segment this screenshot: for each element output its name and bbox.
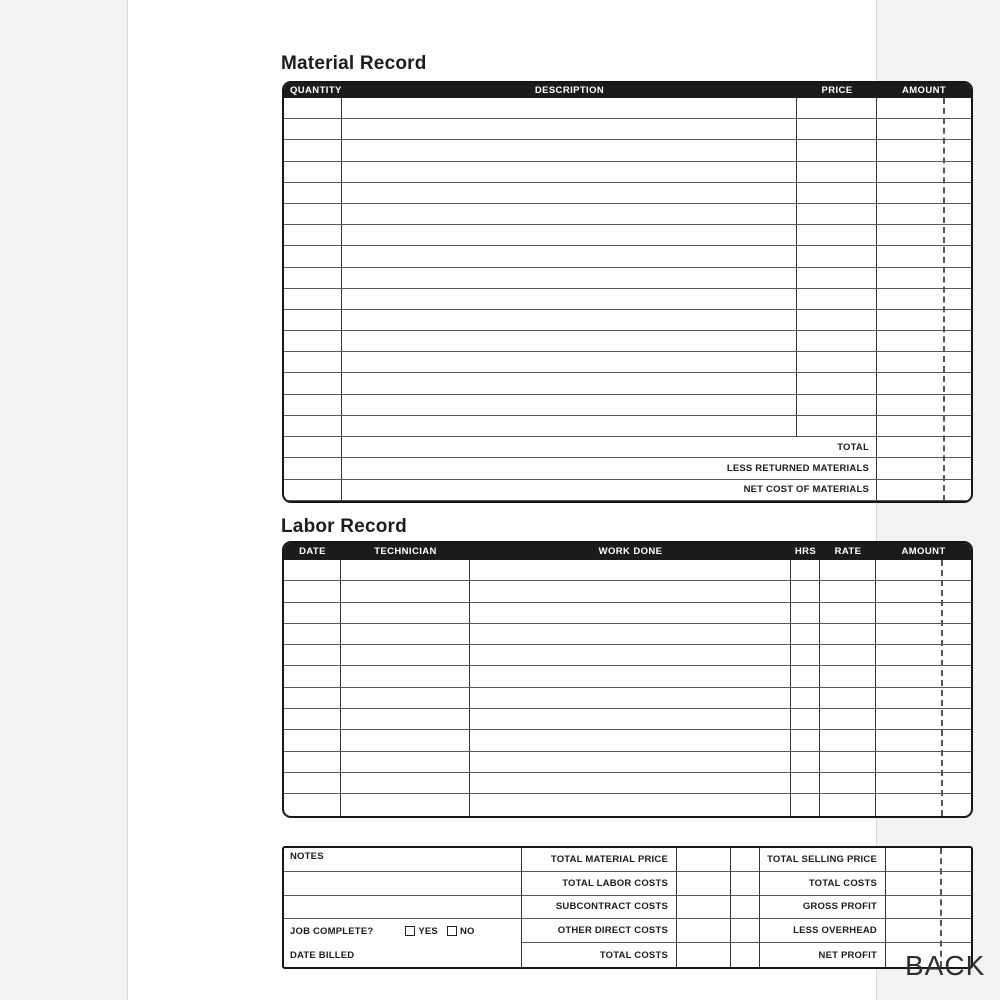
material-less-returned-amount-cell bbox=[877, 458, 971, 478]
material-quantity-cell bbox=[284, 458, 342, 478]
material-amount-cell bbox=[877, 416, 971, 436]
material-row bbox=[284, 140, 971, 161]
material-less-returned-row bbox=[284, 458, 971, 479]
labor-technician-cell bbox=[341, 794, 470, 815]
labor-hrs-cell bbox=[791, 666, 820, 686]
labor-hrs-cell bbox=[791, 645, 820, 665]
date-billed-cell bbox=[284, 943, 522, 967]
labor-date-cell bbox=[284, 709, 341, 729]
labor-amount-cell bbox=[876, 645, 971, 665]
material-quantity-cell bbox=[284, 395, 342, 415]
labor-rate-cell bbox=[820, 581, 876, 601]
labor-hrs-cell bbox=[791, 624, 820, 644]
material-amount-cell bbox=[877, 119, 971, 139]
material-quantity-cell bbox=[284, 310, 342, 330]
labor-record-title: Labor Record bbox=[281, 516, 407, 537]
labor-work-done-cell bbox=[470, 773, 791, 793]
labor-row bbox=[284, 603, 971, 624]
material-amount-cell bbox=[877, 395, 971, 415]
material-quantity-cell bbox=[284, 140, 342, 160]
material-quantity-cell bbox=[284, 480, 342, 500]
material-less-returned-label: LESS RETURNED MATERIALS bbox=[342, 458, 877, 478]
labor-date-cell bbox=[284, 581, 341, 601]
material-description-cell bbox=[342, 204, 797, 224]
labor-work-done-cell bbox=[470, 666, 791, 686]
material-price-cell bbox=[797, 416, 877, 436]
material-net-cost-row bbox=[284, 480, 971, 501]
labor-date-cell bbox=[284, 688, 341, 708]
labor-amount-cell bbox=[876, 709, 971, 729]
labor-rate-cell bbox=[820, 709, 876, 729]
labor-amount-cell bbox=[876, 603, 971, 623]
material-row bbox=[284, 225, 971, 246]
labor-date-cell bbox=[284, 773, 341, 793]
material-row bbox=[284, 162, 971, 183]
back-page-label: BACK bbox=[905, 950, 986, 981]
material-quantity-cell bbox=[284, 162, 342, 182]
labor-work-done-cell bbox=[470, 752, 791, 772]
total-labor-costs-amount-cell bbox=[677, 872, 731, 896]
material-amount-cell bbox=[877, 352, 971, 372]
labor-rate-cell bbox=[820, 752, 876, 772]
material-total-row bbox=[284, 437, 971, 458]
spacer-cell bbox=[731, 848, 760, 872]
labor-technician-cell bbox=[341, 730, 470, 750]
labor-work-done-cell bbox=[470, 560, 791, 580]
material-quantity-cell bbox=[284, 98, 342, 118]
material-amount-cell bbox=[877, 246, 971, 266]
material-row bbox=[284, 416, 971, 437]
job-complete-cell bbox=[284, 919, 522, 943]
material-price-cell bbox=[797, 119, 877, 139]
labor-amount-cell bbox=[876, 752, 971, 772]
labor-hrs-cell bbox=[791, 560, 820, 580]
labor-date-cell bbox=[284, 560, 341, 580]
material-description-cell bbox=[342, 183, 797, 203]
labor-date-cell bbox=[284, 666, 341, 686]
labor-col-hrs: HRS bbox=[794, 546, 817, 557]
labor-amount-cell bbox=[876, 560, 971, 580]
labor-technician-cell bbox=[341, 624, 470, 644]
labor-date-cell bbox=[284, 624, 341, 644]
notes-cell bbox=[284, 848, 522, 872]
gross-profit-label: GROSS PROFIT bbox=[760, 896, 886, 920]
labor-technician-cell bbox=[341, 666, 470, 686]
labor-technician-cell bbox=[341, 645, 470, 665]
material-price-cell bbox=[797, 98, 877, 118]
labor-rate-cell bbox=[820, 773, 876, 793]
labor-row bbox=[284, 794, 971, 815]
material-amount-cell bbox=[877, 289, 971, 309]
material-price-cell bbox=[797, 162, 877, 182]
labor-date-cell bbox=[284, 603, 341, 623]
material-price-cell bbox=[797, 246, 877, 266]
labor-hrs-cell bbox=[791, 581, 820, 601]
material-total-label: TOTAL bbox=[342, 437, 877, 457]
labor-row bbox=[284, 645, 971, 666]
labor-table-header bbox=[284, 543, 971, 560]
labor-row bbox=[284, 773, 971, 794]
material-net-cost-amount-cell bbox=[877, 480, 971, 500]
labor-technician-cell bbox=[341, 752, 470, 772]
total-costs-right-amount-cell bbox=[886, 872, 971, 896]
material-price-cell bbox=[797, 268, 877, 288]
material-amount-cell bbox=[877, 225, 971, 245]
material-quantity-cell bbox=[284, 268, 342, 288]
labor-row bbox=[284, 666, 971, 687]
labor-rate-cell bbox=[820, 688, 876, 708]
material-quantity-cell bbox=[284, 437, 342, 457]
labor-rate-cell bbox=[820, 730, 876, 750]
labor-amount-cell bbox=[876, 581, 971, 601]
labor-col-technician: TECHNICIAN bbox=[374, 546, 437, 557]
job-complete-label: JOB COMPLETE? bbox=[290, 925, 374, 937]
labor-date-cell bbox=[284, 752, 341, 772]
total-selling-price-label: TOTAL SELLING PRICE bbox=[760, 848, 886, 872]
labor-row bbox=[284, 752, 971, 773]
labor-date-cell bbox=[284, 794, 341, 815]
total-labor-costs-label: TOTAL LABOR COSTS bbox=[522, 872, 677, 896]
notes-area-cell bbox=[284, 896, 522, 920]
labor-col-amount: AMOUNT bbox=[901, 546, 946, 557]
total-costs-right-label: TOTAL COSTS bbox=[760, 872, 886, 896]
material-price-cell bbox=[797, 331, 877, 351]
labor-work-done-cell bbox=[470, 624, 791, 644]
labor-amount-cell bbox=[876, 773, 971, 793]
material-quantity-cell bbox=[284, 331, 342, 351]
notes-label: NOTES bbox=[290, 851, 324, 862]
labor-technician-cell bbox=[341, 773, 470, 793]
labor-amount-cell bbox=[876, 794, 971, 815]
material-price-cell bbox=[797, 395, 877, 415]
material-amount-cell bbox=[877, 140, 971, 160]
labor-amount-cell bbox=[876, 666, 971, 686]
material-net-cost-label: NET COST OF MATERIALS bbox=[342, 480, 877, 500]
labor-rate-cell bbox=[820, 560, 876, 580]
material-price-cell bbox=[797, 225, 877, 245]
labor-row bbox=[284, 688, 971, 709]
labor-work-done-cell bbox=[470, 581, 791, 601]
yes-label: YES bbox=[418, 925, 438, 937]
material-amount-cell bbox=[877, 162, 971, 182]
labor-technician-cell bbox=[341, 709, 470, 729]
labor-rate-cell bbox=[820, 624, 876, 644]
material-row bbox=[284, 310, 971, 331]
material-description-cell bbox=[342, 246, 797, 266]
labor-amount-cell bbox=[876, 688, 971, 708]
labor-hrs-cell bbox=[791, 794, 820, 815]
labor-rate-cell bbox=[820, 666, 876, 686]
material-price-cell bbox=[797, 352, 877, 372]
material-description-cell bbox=[342, 98, 797, 118]
material-description-cell bbox=[342, 140, 797, 160]
material-row bbox=[284, 119, 971, 140]
material-row bbox=[284, 268, 971, 289]
material-record-table bbox=[282, 81, 973, 503]
labor-rate-cell bbox=[820, 645, 876, 665]
total-costs-left-label: TOTAL COSTS bbox=[522, 943, 677, 967]
spacer-cell bbox=[731, 896, 760, 920]
labor-work-done-cell bbox=[470, 709, 791, 729]
subcontract-costs-amount-cell bbox=[677, 896, 731, 920]
labor-work-done-cell bbox=[470, 794, 791, 815]
total-material-price-label: TOTAL MATERIAL PRICE bbox=[522, 848, 677, 872]
labor-rows bbox=[284, 560, 971, 816]
material-row bbox=[284, 352, 971, 373]
material-col-amount: AMOUNT bbox=[901, 85, 947, 96]
yes-checkbox-icon bbox=[405, 926, 415, 936]
no-option bbox=[447, 926, 475, 937]
labor-col-work-done: WORK DONE bbox=[598, 546, 663, 557]
labor-hrs-cell bbox=[791, 688, 820, 708]
labor-row bbox=[284, 624, 971, 645]
labor-hrs-cell bbox=[791, 603, 820, 623]
total-costs-left-amount-cell bbox=[677, 943, 731, 967]
material-row bbox=[284, 98, 971, 119]
material-amount-cell bbox=[877, 183, 971, 203]
labor-technician-cell bbox=[341, 688, 470, 708]
material-row bbox=[284, 395, 971, 416]
material-quantity-cell bbox=[284, 416, 342, 436]
labor-hrs-cell bbox=[791, 730, 820, 750]
material-quantity-cell bbox=[284, 225, 342, 245]
no-checkbox-icon bbox=[447, 926, 457, 936]
labor-technician-cell bbox=[341, 581, 470, 601]
material-description-cell bbox=[342, 268, 797, 288]
material-description-cell bbox=[342, 416, 797, 436]
material-quantity-cell bbox=[284, 246, 342, 266]
material-description-cell bbox=[342, 331, 797, 351]
notes-area-cell bbox=[284, 872, 522, 896]
material-rows bbox=[284, 98, 971, 437]
other-direct-costs-label: OTHER DIRECT COSTS bbox=[522, 919, 677, 943]
material-description-cell bbox=[342, 289, 797, 309]
material-row bbox=[284, 373, 971, 394]
other-direct-costs-amount-cell bbox=[677, 919, 731, 943]
material-description-cell bbox=[342, 352, 797, 372]
labor-amount-cell bbox=[876, 624, 971, 644]
material-quantity-cell bbox=[284, 119, 342, 139]
labor-hrs-cell bbox=[791, 752, 820, 772]
material-quantity-cell bbox=[284, 373, 342, 393]
material-col-price: PRICE bbox=[821, 85, 853, 96]
material-row bbox=[284, 204, 971, 225]
material-row bbox=[284, 246, 971, 267]
material-price-cell bbox=[797, 373, 877, 393]
material-amount-cell bbox=[877, 373, 971, 393]
material-amount-cell bbox=[877, 98, 971, 118]
total-selling-price-amount-cell bbox=[886, 848, 971, 872]
material-record-title: Material Record bbox=[281, 53, 427, 74]
material-description-cell bbox=[342, 310, 797, 330]
material-total-amount-cell bbox=[877, 437, 971, 457]
material-price-cell bbox=[797, 140, 877, 160]
summary-block bbox=[282, 846, 973, 969]
labor-record-table bbox=[282, 541, 973, 818]
labor-work-done-cell bbox=[470, 688, 791, 708]
labor-work-done-cell bbox=[470, 645, 791, 665]
labor-work-done-cell bbox=[470, 730, 791, 750]
material-price-cell bbox=[797, 289, 877, 309]
material-quantity-cell bbox=[284, 183, 342, 203]
labor-technician-cell bbox=[341, 603, 470, 623]
material-description-cell bbox=[342, 162, 797, 182]
material-description-cell bbox=[342, 395, 797, 415]
material-col-quantity: QUANTITY bbox=[290, 85, 342, 96]
labor-amount-cell bbox=[876, 730, 971, 750]
labor-col-date: DATE bbox=[299, 546, 326, 557]
net-profit-label: NET PROFIT bbox=[760, 943, 886, 967]
material-quantity-cell bbox=[284, 352, 342, 372]
material-row bbox=[284, 331, 971, 352]
labor-row bbox=[284, 709, 971, 730]
labor-technician-cell bbox=[341, 560, 470, 580]
material-price-cell bbox=[797, 310, 877, 330]
labor-hrs-cell bbox=[791, 709, 820, 729]
labor-row bbox=[284, 730, 971, 751]
subcontract-costs-label: SUBCONTRACT COSTS bbox=[522, 896, 677, 920]
labor-hrs-cell bbox=[791, 773, 820, 793]
no-label: NO bbox=[459, 925, 475, 937]
material-row bbox=[284, 289, 971, 310]
material-price-cell bbox=[797, 183, 877, 203]
spacer-cell bbox=[731, 919, 760, 943]
material-amount-cell bbox=[877, 310, 971, 330]
material-quantity-cell bbox=[284, 204, 342, 224]
material-row bbox=[284, 183, 971, 204]
gross-profit-amount-cell bbox=[886, 896, 971, 920]
total-material-price-amount-cell bbox=[677, 848, 731, 872]
material-amount-cell bbox=[877, 268, 971, 288]
labor-date-cell bbox=[284, 730, 341, 750]
material-description-cell bbox=[342, 373, 797, 393]
labor-row bbox=[284, 581, 971, 602]
material-price-cell bbox=[797, 204, 877, 224]
material-table-header bbox=[284, 83, 971, 98]
date-billed-label: DATE BILLED bbox=[290, 949, 355, 961]
labor-col-rate: RATE bbox=[834, 546, 862, 557]
material-amount-cell bbox=[877, 204, 971, 224]
labor-date-cell bbox=[284, 645, 341, 665]
less-overhead-amount-cell bbox=[886, 919, 971, 943]
material-quantity-cell bbox=[284, 289, 342, 309]
less-overhead-label: LESS OVERHEAD bbox=[760, 919, 886, 943]
labor-work-done-cell bbox=[470, 603, 791, 623]
material-description-cell bbox=[342, 119, 797, 139]
yes-option bbox=[405, 926, 438, 937]
labor-rate-cell bbox=[820, 794, 876, 815]
material-amount-cell bbox=[877, 331, 971, 351]
material-description-cell bbox=[342, 225, 797, 245]
spacer-cell bbox=[731, 943, 760, 967]
labor-row bbox=[284, 560, 971, 581]
labor-rate-cell bbox=[820, 603, 876, 623]
material-col-description: DESCRIPTION bbox=[534, 85, 605, 96]
spacer-cell bbox=[731, 872, 760, 896]
